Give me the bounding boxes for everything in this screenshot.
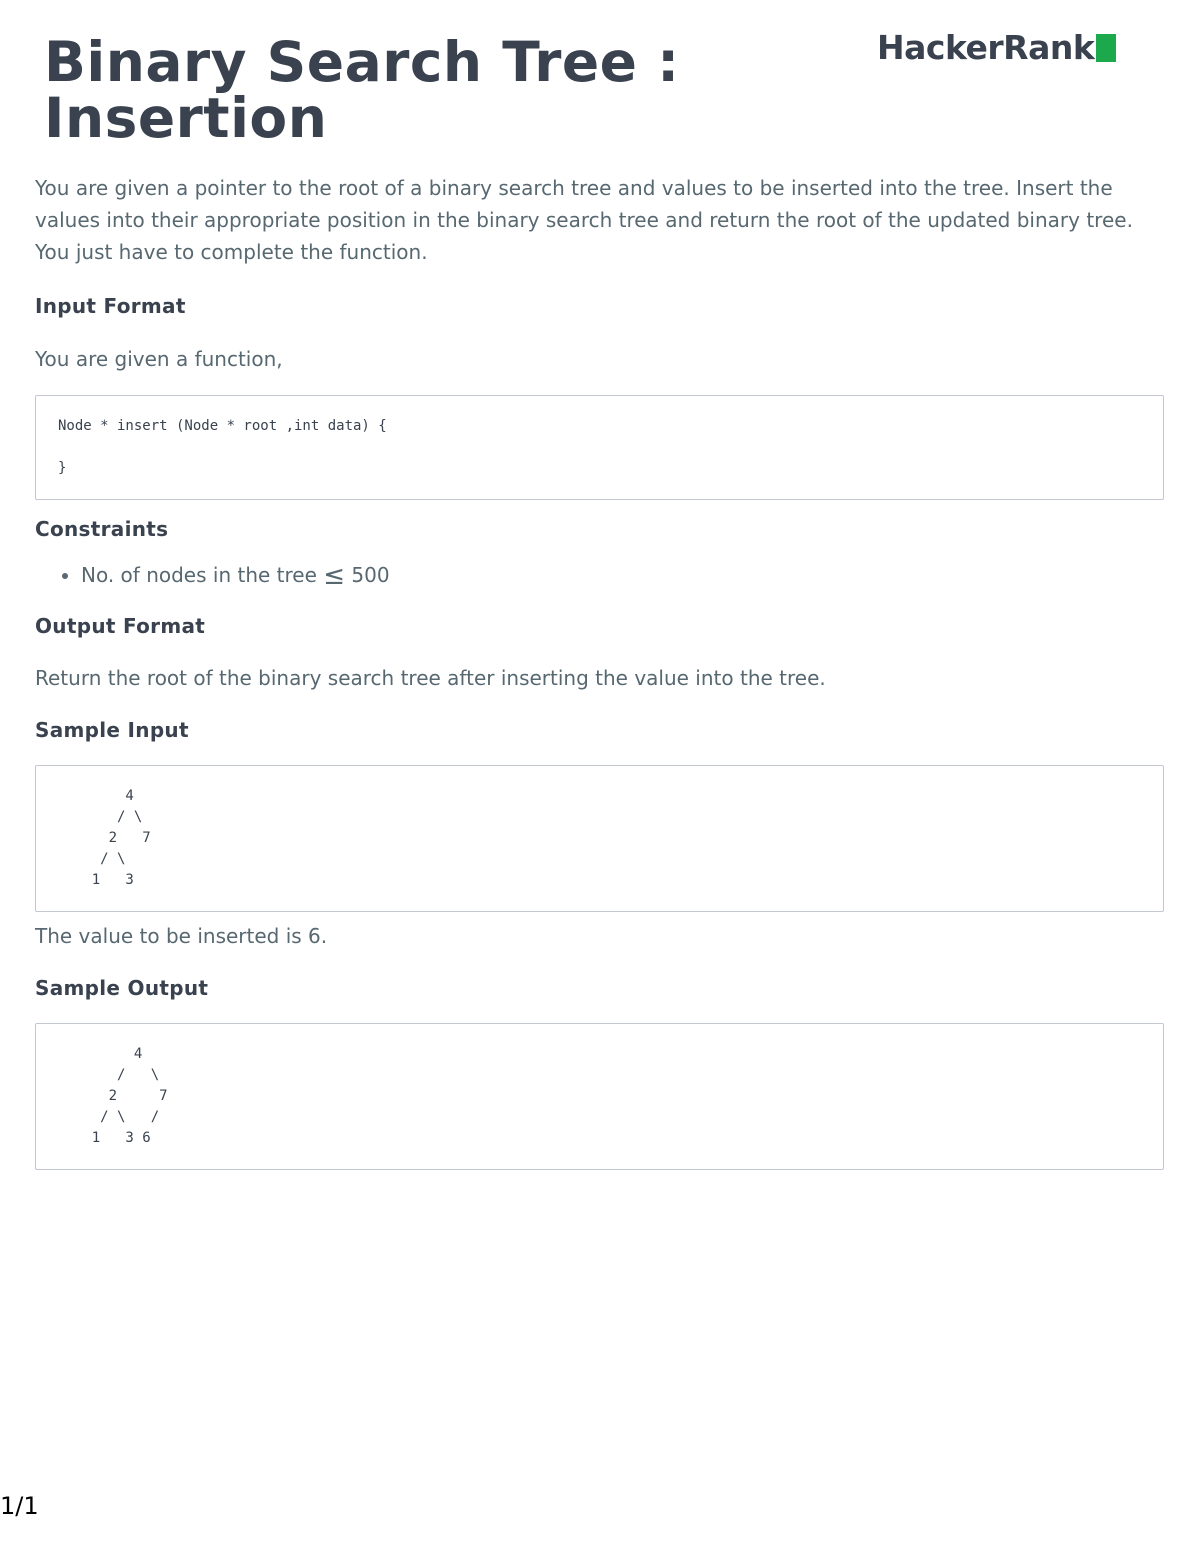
constraints-heading: Constraints (35, 517, 169, 541)
leq-symbol: ≤ (323, 561, 346, 591)
logo-block-icon (1096, 34, 1116, 62)
constraints-list (35, 560, 1165, 591)
logo-text: HackerRank (877, 28, 1095, 67)
function-signature-code: Node * insert (Node * root ,int data) { } (35, 395, 1164, 500)
sample-input-code: 4 / \ 2 7 / \ 1 3 (35, 765, 1164, 912)
constraint-value: 500 (351, 563, 390, 587)
sample-output-code: 4 / \ 2 7 / \ / 1 3 6 (35, 1023, 1164, 1170)
output-format-text: Return the root of the binary search tree after inserting the value into the tree. (35, 666, 826, 690)
page-title-line-1: Binary Search Tree : (44, 30, 680, 94)
intro-paragraph: You are given a pointer to the root of a binary search tree and values to be inserted into the tree. Insert the values into their appropriate position in the binary search tree and return the root of the updated binary tree. You just have to complete the function. (35, 176, 1133, 264)
page-title-line-2: Insertion (44, 86, 328, 150)
hackerrank-logo (877, 28, 1116, 67)
page-number: 1/1 (0, 1492, 39, 1520)
input-format-heading: Input Format (35, 294, 186, 318)
problem-statement (35, 172, 1165, 1170)
output-format-heading: Output Format (35, 614, 206, 638)
constraint-text: No. of nodes in the tree (81, 563, 317, 587)
page-title (44, 30, 804, 150)
constraint-item (81, 560, 1165, 591)
sample-output-heading: Sample Output (35, 976, 209, 1000)
sample-input-heading: Sample Input (35, 718, 189, 742)
input-format-text: You are given a function, (35, 347, 283, 371)
sample-input-note: The value to be inserted is 6. (35, 924, 328, 948)
